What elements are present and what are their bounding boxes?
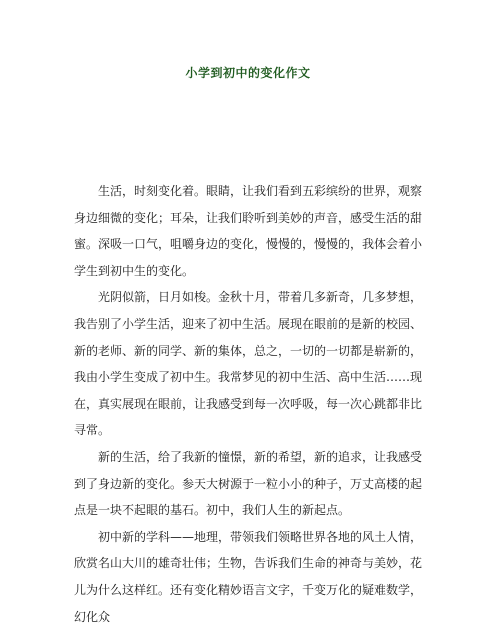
paragraph-1: 生活，时刻变化着。眼睛，让我们看到五彩缤纷的世界，观察身边细微的变化；耳朵，让我们聆听到美妙的声音，感受生活的甜蜜。深吸一口气，咀嚼身边的变化，慢慢的，慢慢的，我体会着小学生到初中生的变化。 <box>74 184 423 278</box>
document-title: 小学到初中的变化作文 <box>185 66 311 80</box>
paragraph-4: 初中新的学科——地理，带领我们领略世界各地的风土人情，欣赏名山大川的雄奇壮伟；生物，告诉我们生命的神奇与美妙，花儿为什么这样红。还有变化精妙语言文字，千变万化的疑难数学，幻化众 <box>74 529 423 624</box>
paragraph-2: 光阴似箭，日月如梭。金秋十月，带着几多新奇，几多梦想，我告别了小学生活，迎来了初中生活。展现在眼前的是新的校园、新的老师、新的同学、新的集体，总之，一切的一切都是崭新的，我由小学生变成了初中生。我常梦见的初中生活、高中生活……现在，真实展现在眼前，让我感受到每一次呼吸，每一次心跳都非比寻常。 <box>74 290 423 438</box>
document-body <box>74 178 422 630</box>
paragraph-3: 新的生活，给了我新的憧憬，新的希望，新的追求，让我感受到了身边新的变化。参天大树源于一粒小小的种子，万丈高楼的起点是一块不起眼的基石。初中，我们人生的新起点。 <box>74 449 423 518</box>
